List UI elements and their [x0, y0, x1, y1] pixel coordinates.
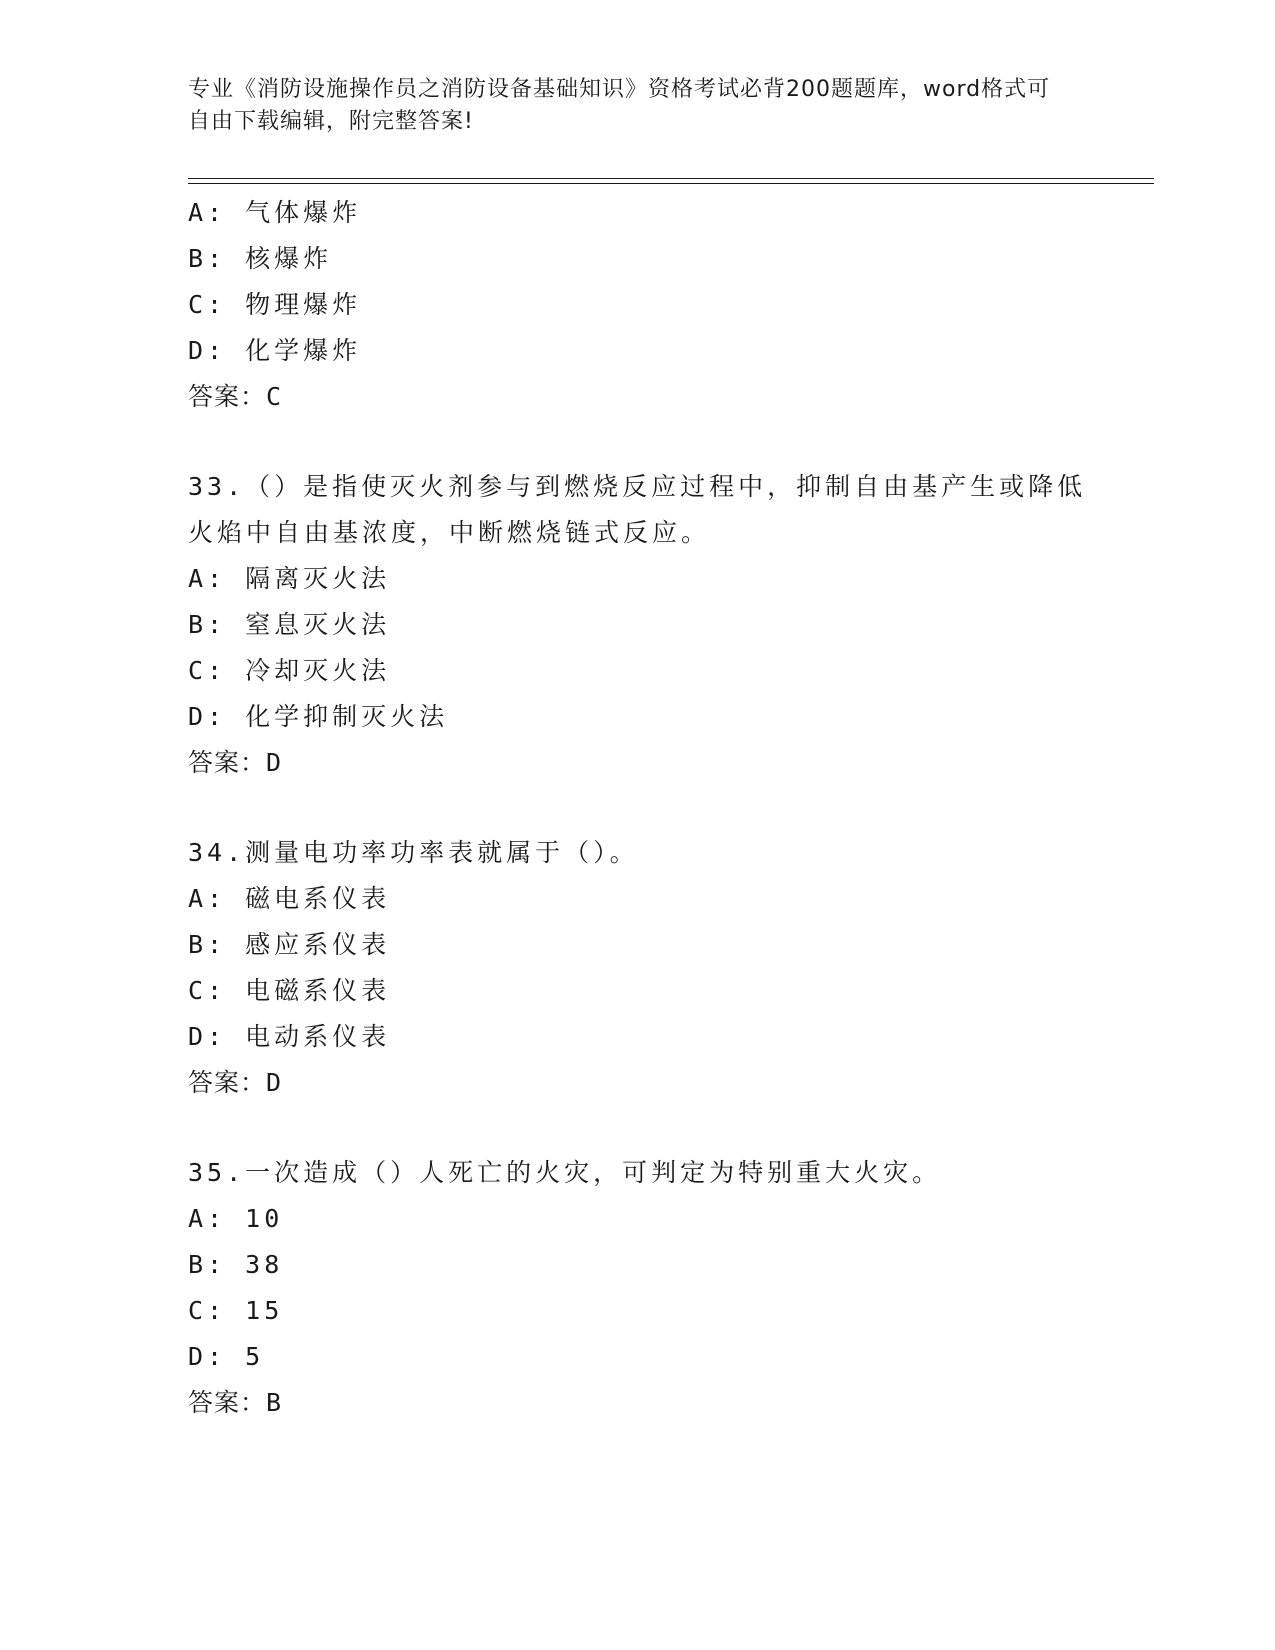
option-d: D: 5: [188, 1342, 265, 1371]
spacer: [188, 420, 1088, 464]
option-c: C: 物理爆炸: [188, 290, 362, 319]
option-b: B: 核爆炸: [188, 244, 333, 273]
question-35: [188, 1150, 1088, 1426]
answer: 答案：B: [188, 1388, 283, 1417]
question-stem: 33.（）是指使灭火剂参与到燃烧反应过程中，抑制自由基产生或降低火焰中自由基浓度，中断燃烧链式反应。: [188, 472, 1087, 547]
answer: 答案：D: [188, 1068, 283, 1097]
option-d: D: 化学爆炸: [188, 336, 362, 365]
header-divider-bottom: [188, 183, 1154, 184]
option-c: C: 电磁系仪表: [188, 976, 391, 1005]
question-34: [188, 830, 1088, 1106]
question-stem: 34.测量电功率功率表就属于（）。: [188, 838, 639, 867]
spacer: [188, 1106, 1088, 1150]
question-32: [188, 190, 1088, 420]
answer: 答案：D: [188, 748, 283, 777]
option-a: A: 磁电系仪表: [188, 884, 391, 913]
option-d: D: 电动系仪表: [188, 1022, 391, 1051]
option-d: D: 化学抑制灭火法: [188, 702, 449, 731]
option-a: A: 10: [188, 1204, 284, 1233]
question-list: [188, 190, 1088, 1426]
document-header: 专业《消防设施操作员之消防设备基础知识》资格考试必背200题题库，word格式可自由下载编辑，附完整答案!: [188, 77, 1051, 134]
spacer: [188, 786, 1088, 830]
option-b: B: 窒息灭火法: [188, 610, 391, 639]
option-b: B: 38: [188, 1250, 284, 1279]
question-stem: 35.一次造成（）人死亡的火灾，可判定为特别重大火灾。: [188, 1158, 942, 1187]
header-divider-top: [188, 178, 1154, 179]
option-a: A: 隔离灭火法: [188, 564, 391, 593]
option-c: C: 冷却灭火法: [188, 656, 391, 685]
option-b: B: 感应系仪表: [188, 930, 391, 959]
option-a: A: 气体爆炸: [188, 198, 362, 227]
question-33: [188, 464, 1088, 786]
answer: 答案：C: [188, 382, 283, 411]
option-c: C: 15: [188, 1296, 284, 1325]
